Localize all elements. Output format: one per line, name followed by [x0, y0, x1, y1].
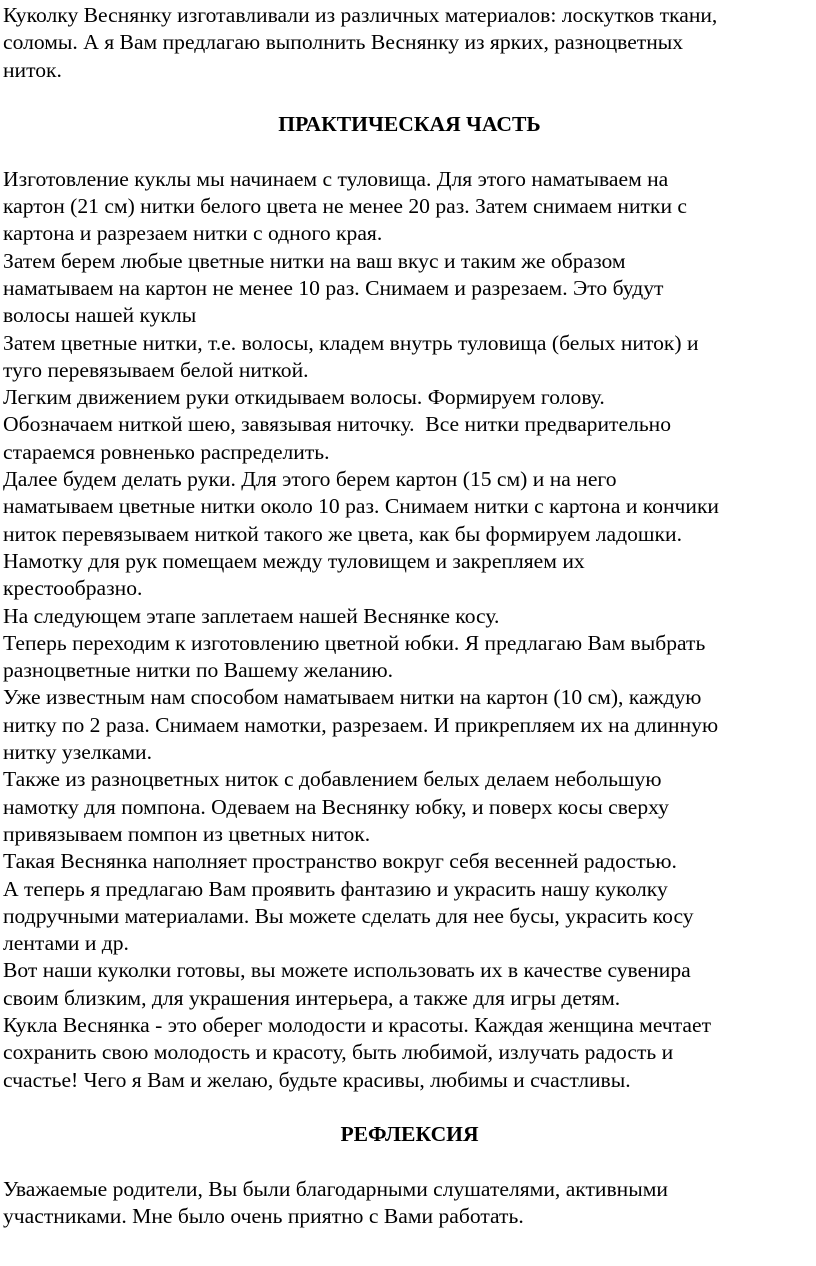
text-line: Затем берем любые цветные нитки на ваш вкус и таким же образом — [3, 248, 626, 273]
text-line: нитку узелками. — [3, 740, 152, 765]
text-line: Кукла Веснянка - это оберег молодости и красоты. Каждая женщина мечтает — [3, 1012, 712, 1037]
text-line: А теперь я предлагаю Вам проявить фантазию и украсить нашу куколку — [3, 876, 668, 901]
text-line: соломы. А я Вам предлагаю выполнить Веснянку из ярких, разноцветных — [3, 30, 684, 55]
text-line: наматываем на картон не менее 10 раз. Снимаем и разрезаем. Это будут — [3, 275, 664, 300]
section-heading-reflection: РЕФЛЕКСИЯ — [340, 1122, 479, 1147]
text-line: Изготовление куклы мы начинаем с туловища. Для этого наматываем на — [3, 166, 669, 191]
text-line: туго перевязываем белой ниткой. — [3, 357, 309, 382]
text-line: Намотку для рук помещаем между туловищем и закрепляем их — [3, 548, 585, 573]
text-line: Такая Веснянка наполняет пространство вокруг себя весенней радостью. — [3, 849, 677, 874]
text-line: наматываем цветные нитки около 10 раз. Снимаем нитки с картона и кончики — [3, 494, 719, 519]
text-line: ниток перевязываем ниткой такого же цвета, как бы формируем ладошки. — [3, 521, 682, 546]
text-line: Далее будем делать руки. Для этого берем картон (15 см) и на него — [3, 467, 617, 492]
text-line: привязываем помпон из цветных ниток. — [3, 821, 371, 846]
text-line: участниками. Мне было очень приятно с Вами работать. — [3, 1204, 524, 1229]
reflection-body — [3, 1176, 816, 1231]
text-line: лентами и др. — [3, 931, 129, 956]
text-line: разноцветные нитки по Вашему желанию. — [3, 658, 393, 683]
text-line: Уважаемые родители, Вы были благодарными слушателями, активными — [3, 1176, 668, 1201]
text-line: волосы нашей куклы — [3, 303, 197, 328]
section-heading-practical: ПРАКТИЧЕСКАЯ ЧАСТЬ — [278, 112, 541, 137]
text-line: Куколку Веснянку изготавливали из различных материалов: лоскутков ткани, — [3, 3, 718, 27]
text-line: Обозначаем ниткой шею, завязывая ниточку. Все нитки предварительно — [3, 412, 672, 437]
text-line: счастье! Чего я Вам и желаю, будьте красивы, любимы и счастливы. — [3, 1067, 631, 1092]
text-line: стараемся ровненько распределить. — [3, 439, 330, 464]
text-line: нитку по 2 раза. Снимаем намотки, разрезаем. И прикрепляем их на длинную — [3, 712, 719, 737]
text-line: Уже известным нам способом наматываем нитки на картон (10 см), каждую — [3, 685, 702, 710]
text-line: На следующем этапе заплетаем нашей Веснянке косу. — [3, 603, 500, 628]
text-line: картона и разрезаем нитки с одного края. — [3, 221, 383, 246]
text-line: подручными материалами. Вы можете сделать для нее бусы, украсить косу — [3, 903, 694, 928]
text-line: Затем цветные нитки, т.е. волосы, кладем внутрь туловища (белых ниток) и — [3, 330, 699, 355]
text-line: своим близким, для украшения интерьера, а также для игры детям. — [3, 985, 621, 1010]
text-line: Легким движением руки откидываем волосы. Формируем голову. — [3, 385, 605, 410]
text-line: Вот наши куколки готовы, вы можете использовать их в качестве сувенира — [3, 958, 691, 983]
text-line: намотку для помпона. Одеваем на Веснянку юбку, и поверх косы сверху — [3, 794, 669, 819]
intro-paragraph — [3, 2, 816, 84]
text-line: картон (21 см) нитки белого цвета не менее 20 раз. Затем снимаем нитки с — [3, 194, 688, 219]
text-line: крестообразно. — [3, 576, 143, 601]
text-line: ниток. — [3, 57, 62, 82]
text-line: сохранить свою молодость и красоту, быть любимой, излучать радость и — [3, 1040, 674, 1065]
practical-body — [3, 166, 816, 1094]
text-line: Также из разноцветных ниток с добавлением белых делаем небольшую — [3, 767, 662, 792]
text-line: Теперь переходим к изготовлению цветной юбки. Я предлагаю Вам выбрать — [3, 630, 706, 655]
